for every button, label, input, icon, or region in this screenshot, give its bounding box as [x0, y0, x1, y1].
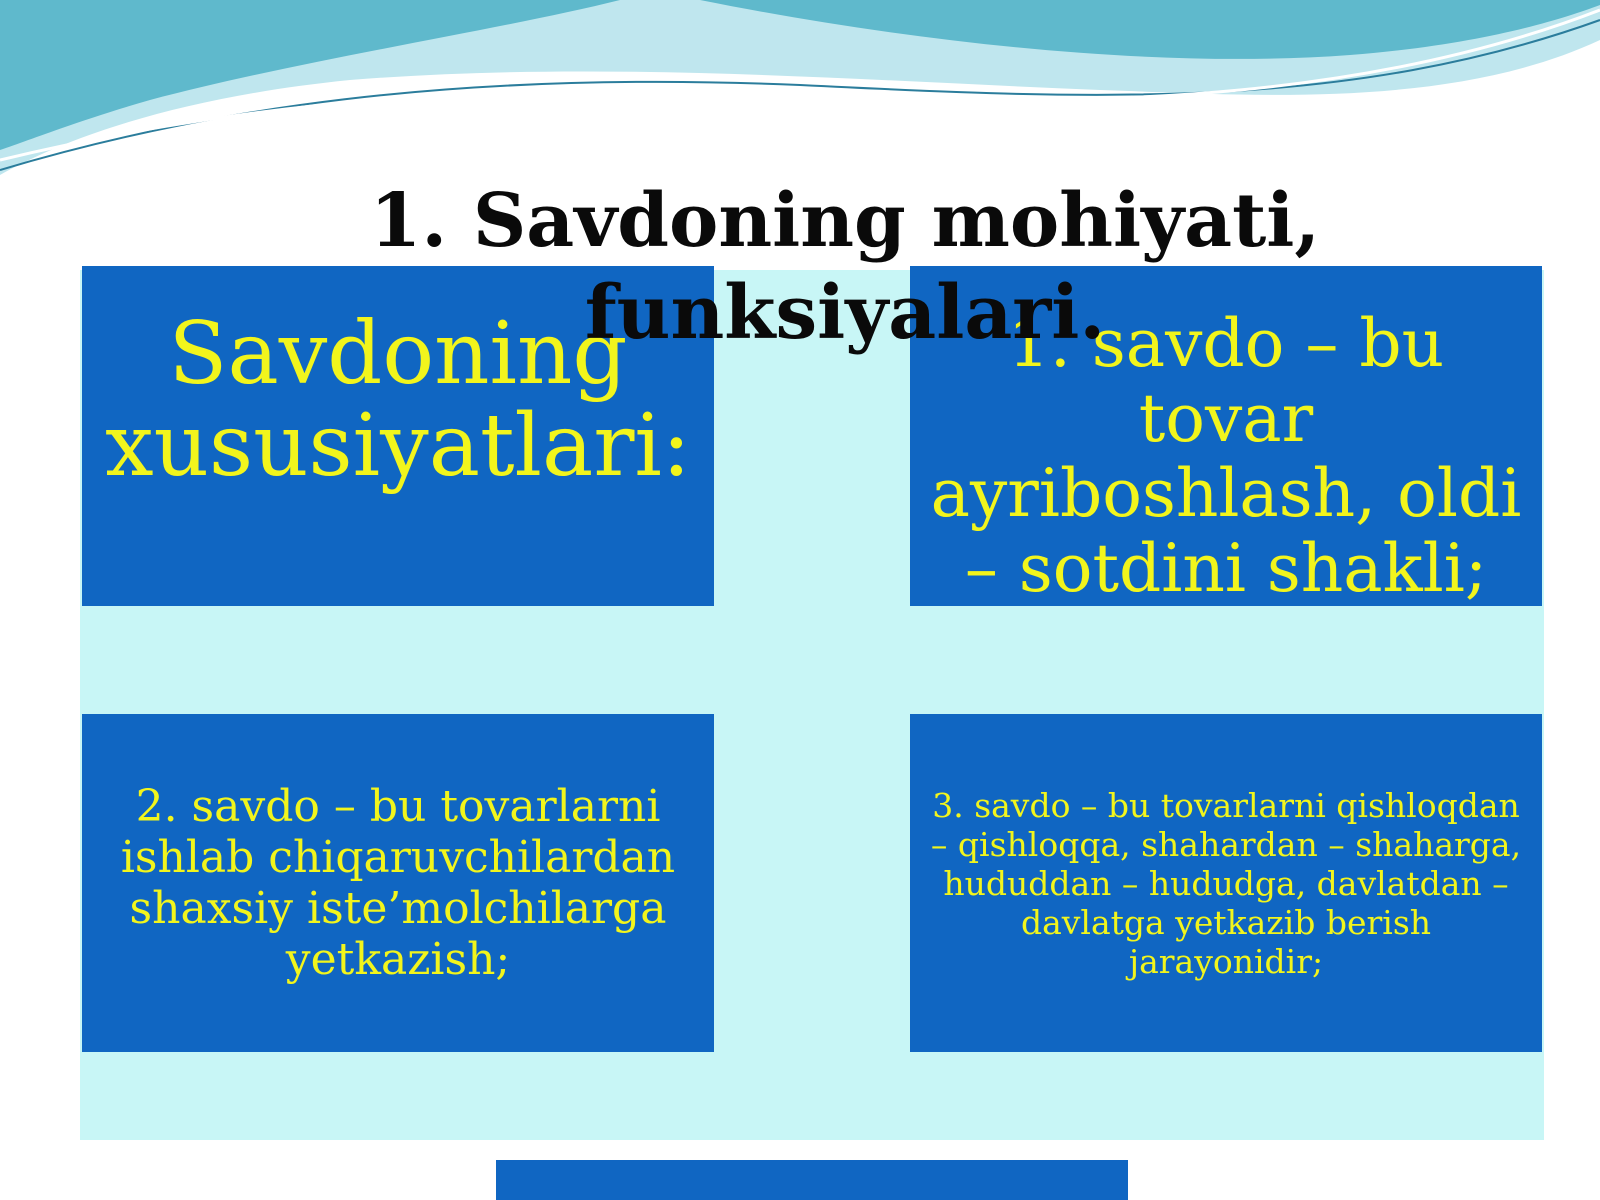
box-bottom-partial — [496, 1160, 1128, 1200]
item-3-text: 3. savdo – bu tovarlarni qishloqdan – qishloqqa, shahardan – shaharga, hududdan – hududga, davlatdan – davlatga yetkazib berish jarayonidir; — [930, 785, 1522, 981]
box-item-3 — [910, 714, 1542, 1052]
item-2-text: 2. savdo – bu tovarlarni ishlab chiqaruvchilardan shaxsiy iste’molchilarga yetkazish; — [120, 781, 676, 985]
item-1-text: 1. savdo – bu tovar ayriboshlash, oldi – sotdini shakli; — [930, 305, 1522, 607]
box-item-2 — [82, 714, 714, 1052]
header-wave-decoration — [0, 0, 1600, 190]
slide-title: 1. Savdoning mohiyati, funksiyalari. — [369, 178, 1321, 356]
features-heading-text: Savdoning xususiyatlari: — [105, 304, 691, 496]
